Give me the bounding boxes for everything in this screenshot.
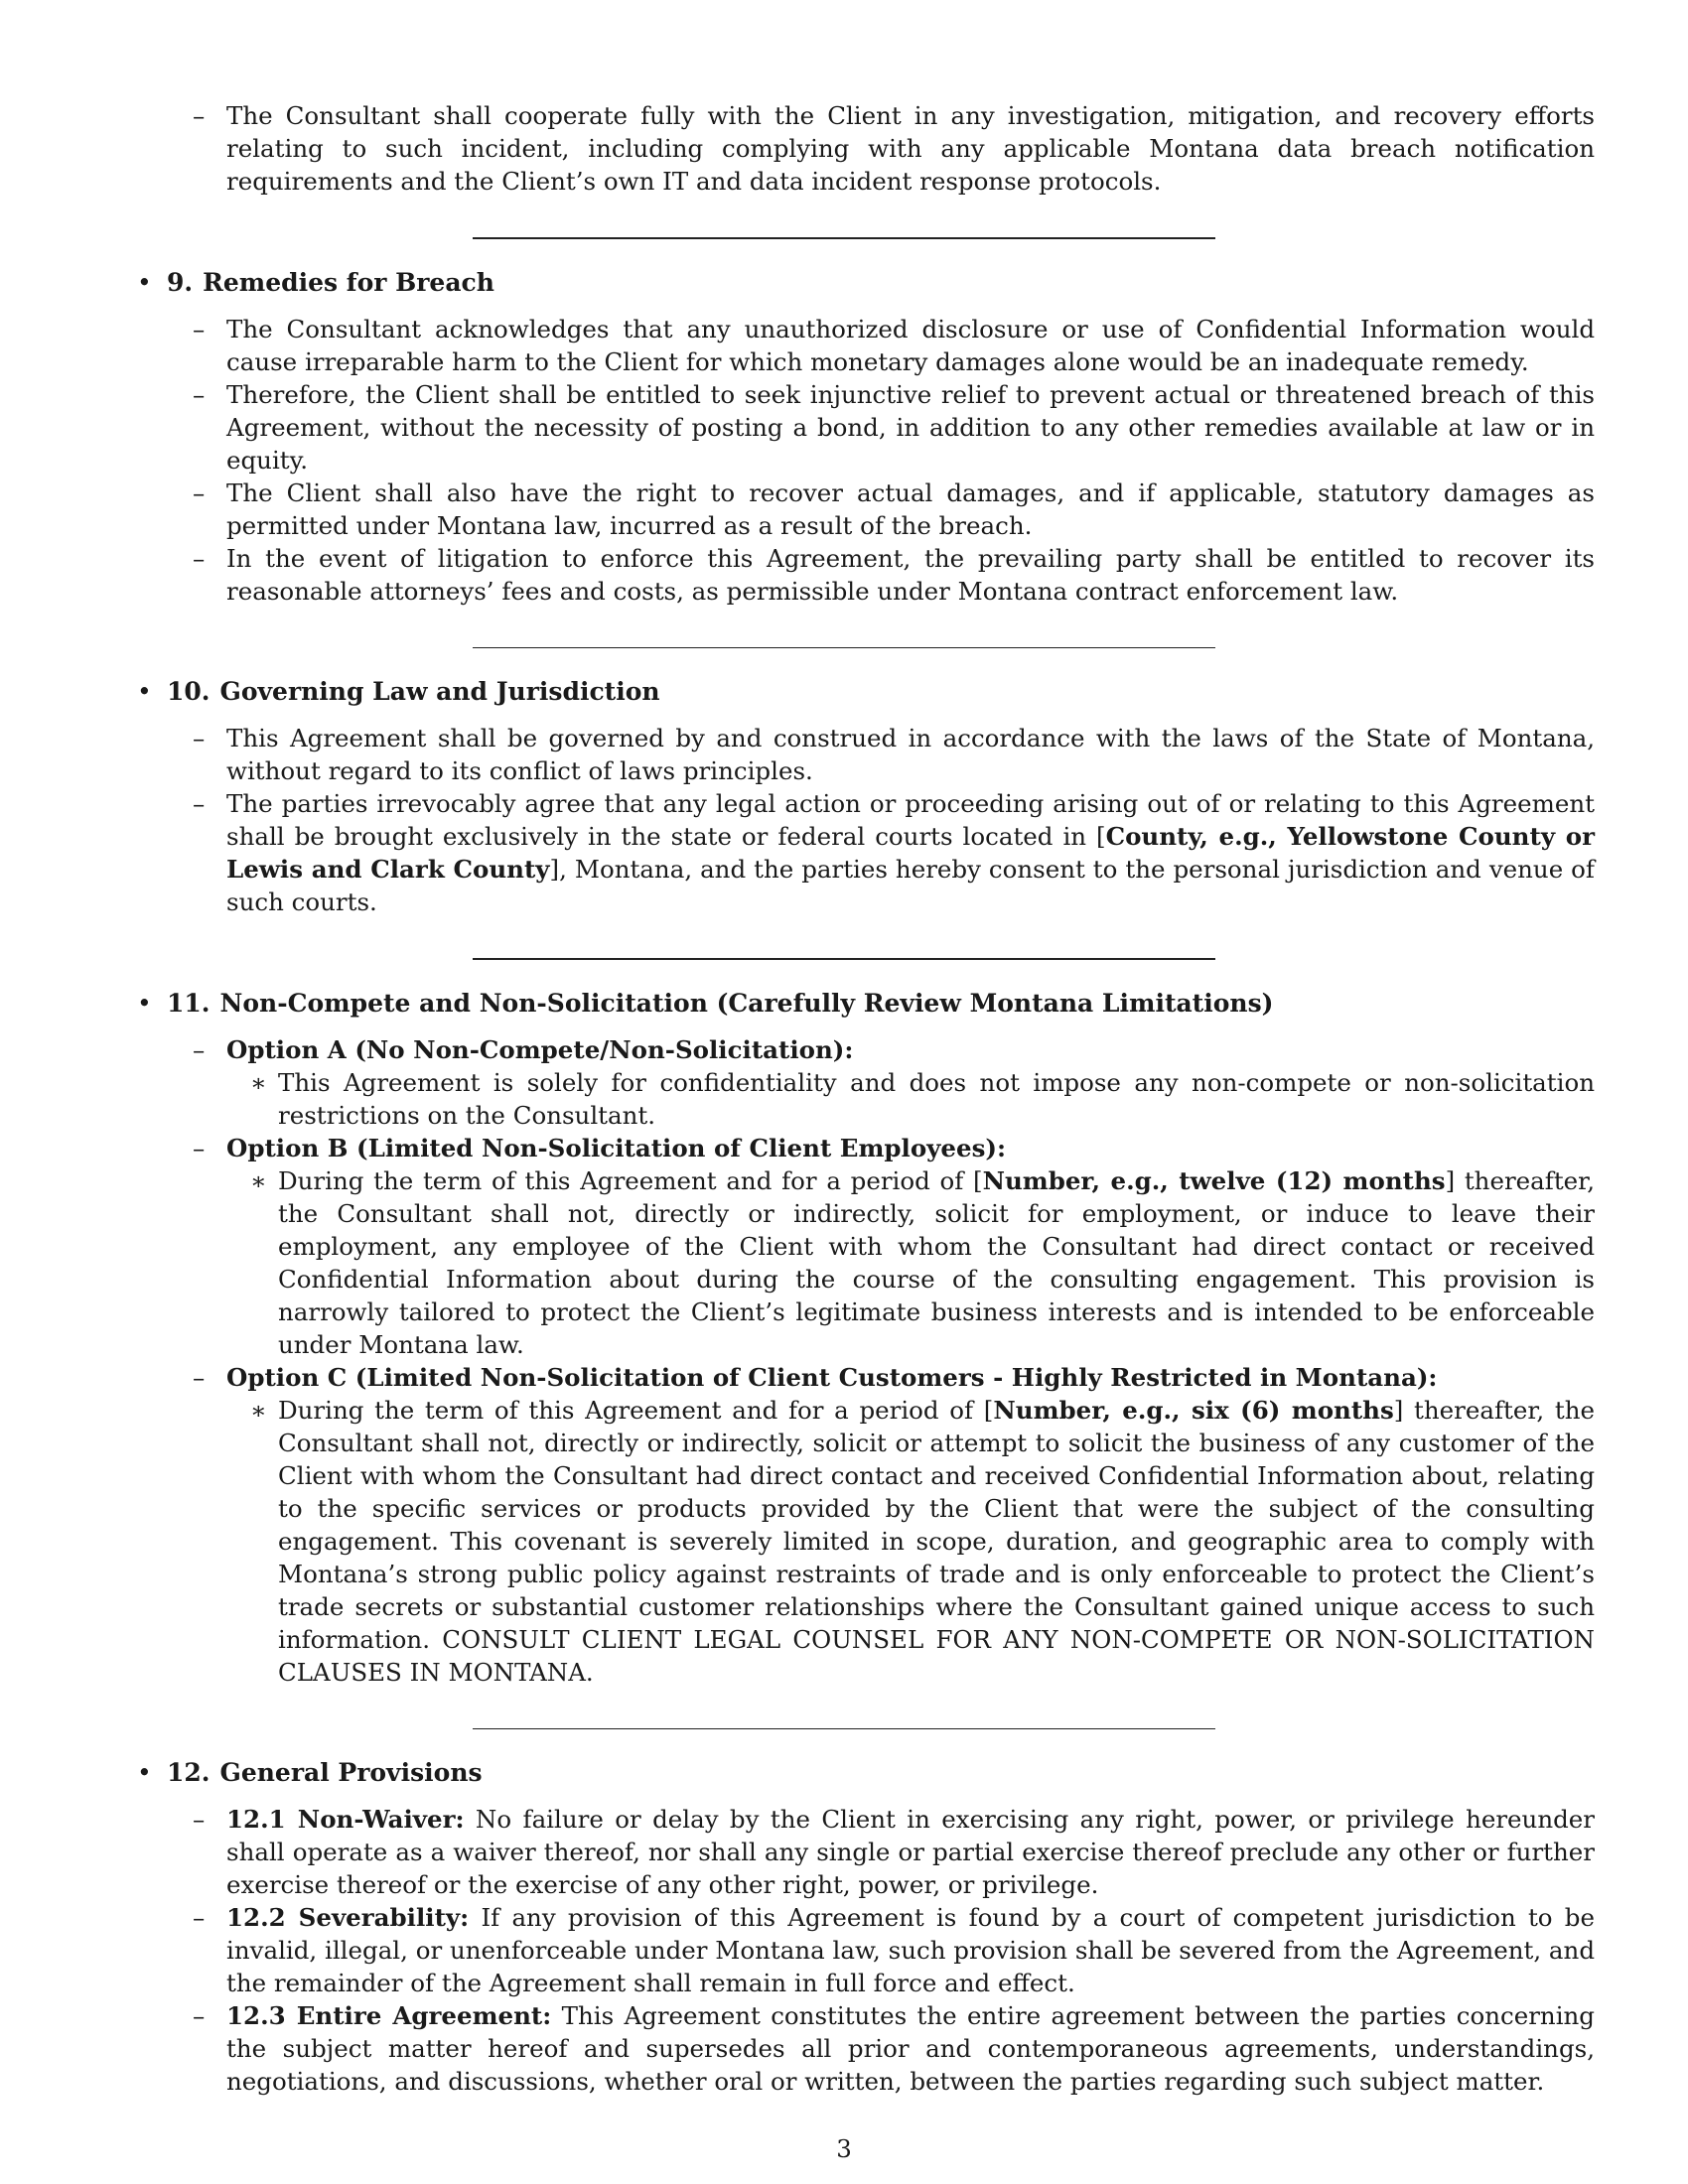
bullet-marker: • bbox=[137, 677, 152, 707]
continued-list-item: – The Consultant shall cooperate fully with the Client in any investigation, mitigation, and recovery efforts relating to such incident, including complying with any applicable Montana data breach notification requirements and the Client’s own IT and data incident response protocols. bbox=[193, 101, 1595, 196]
placeholder-county: County, e.g., Yellowstone County or Lewis and Clark County bbox=[226, 822, 1595, 885]
section-heading: • 12. General Provisions bbox=[167, 1755, 1595, 1791]
section-heading: • 11. Non-Compete and Non-Solicitation (Carefully Review Montana Limitations) bbox=[167, 986, 1595, 1022]
section-10 bbox=[133, 674, 1595, 918]
list-item: – In the event of litigation to enforce this Agreement, the prevailing party shall be entitled to recover its reasonable attorneys’ fees and costs, as permissible under Montana contract enforcement law. bbox=[193, 543, 1595, 606]
option-c: – Option C (Limited Non-Solicitation of Client Customers - Highly Restricted in Montana): ∗ During the term of this Agreement and for a period of [Number, e.g., six (6) months] thereafter, the Consultant shall not, directly or indirectly, solicit or attempt to solicit the business of any customer of the Client with whom the Consultant had direct contact and received Confidential Information about, relating to the specific services or products provided by the Client that were the subject of the consulting engagement. This covenant is severely limited in scope, duration, and geographic area to comply with Montana’s strong public policy against restraints of trade and is only enforceable to protect the Client’s trade secrets or substantial customer relationships where the Consultant gained unique access to such information. CONSULT CLIENT LEGAL COUNSEL FOR ANY NON-COMPETE OR NON-SOLICITATION CLAUSES IN MONTANA. bbox=[193, 1362, 1595, 1687]
list-item: – The Consultant acknowledges that any unauthorized disclosure or use of Confidential Information would cause irreparable harm to the Client for which monetary damages alone would be an inadequate remedy. bbox=[193, 314, 1595, 376]
placeholder-duration: Number, e.g., six (6) months bbox=[993, 1395, 1394, 1425]
bullet-marker: • bbox=[137, 267, 152, 297]
option-label: Option C (Limited Non-Solicitation of Client Customers - Highly Restricted in Montana): bbox=[226, 1362, 1438, 1392]
bullet-marker: • bbox=[137, 1758, 152, 1788]
option-text: ∗ During the term of this Agreement and for a period of [Number, e.g., twelve (12) months] thereafter, the Consultant shall not, directly or indirectly, solicit for employment, or induce to leave their employment, any employee of the Client with whom the Consultant had direct contact or received Confidential Information about during the course of the consulting engagement. This provision is narrowly tailored to protect the Client’s legitimate business interests and is intended to be enforceable under Montana law. bbox=[250, 1165, 1595, 1359]
section-heading: • 9. Remedies for Breach bbox=[167, 265, 1595, 301]
section-title: General Provisions bbox=[219, 1758, 483, 1788]
section-11 bbox=[133, 986, 1595, 1689]
horizontal-rule bbox=[473, 647, 1215, 649]
provision-non-waiver: – 12.1 Non-Waiver: No failure or delay by the Client in exercising any right, power, or privilege hereunder shall operate as a waiver thereof, nor shall any single or partial exercise thereof preclude any other or further exercise thereof or the exercise of any other right, power, or privilege. bbox=[193, 1805, 1596, 1900]
horizontal-rule bbox=[473, 958, 1215, 960]
section-9 bbox=[133, 265, 1595, 608]
provision-severability: – 12.2 Severability: If any provision of this Agreement is found by a court of competent jurisdiction to be invalid, illegal, or unenforceable under Montana law, such provision shall be severed from the Agreement, and the remainder of the Agreement shall remain in full force and effect. bbox=[193, 1903, 1595, 1998]
option-a: – Option A (No Non-Compete/Non-Solicitation): ∗ This Agreement is solely for confidentiality and does not impose any non-compete or non-solicitation restrictions on the Consultant. bbox=[193, 1034, 1595, 1130]
list-item: – The Client shall also have the right to recover actual damages, and if applicable, statutory damages as permitted under Montana law, incurred as a result of the breach. bbox=[193, 478, 1595, 540]
option-b: – Option B (Limited Non-Solicitation of Client Employees): ∗ During the term of this Agreement and for a period of [Number, e.g., twelve (12) months] thereafter, the Consultant shall not, directly or indirectly, solicit for employment, or induce to leave their employment, any employee of the Client with whom the Consultant had direct contact or received Confidential Information about during the course of the consulting engagement. This provision is narrowly tailored to protect the Client’s legitimate business interests and is intended to be enforceable under Montana law. bbox=[193, 1133, 1595, 1359]
section-heading: • 10. Governing Law and Jurisdiction bbox=[167, 674, 1595, 710]
section-title: Remedies for Breach bbox=[203, 267, 494, 297]
dash-marker: – bbox=[193, 101, 206, 130]
section-title: Governing Law and Jurisdiction bbox=[219, 677, 660, 707]
section-12 bbox=[133, 1755, 1595, 2098]
option-label: Option B (Limited Non-Solicitation of Client Employees): bbox=[226, 1133, 1007, 1162]
section-title: Non-Compete and Non-Solicitation (Carefully Review Montana Limitations) bbox=[219, 988, 1274, 1018]
document-body bbox=[133, 99, 1595, 2098]
placeholder-duration: Number, e.g., twelve (12) months bbox=[982, 1165, 1446, 1195]
option-text: ∗ During the term of this Agreement and for a period of [Number, e.g., six (6) months] thereafter, the Consultant shall not, directly or indirectly, solicit or attempt to solicit the business of any customer of the Client with whom the Consultant had direct contact and received Confidential Information about, relating to the specific services or products provided by the Client that were the subject of the consulting engagement. This covenant is severely limited in scope, duration, and geographic area to comply with Montana’s strong public policy against restraints of trade and is only enforceable to protect the Client’s trade secrets or substantial customer relationships where the Consultant gained unique access to such information. CONSULT CLIENT LEGAL COUNSEL FOR ANY NON-COMPETE OR NON-SOLICITATION CLAUSES IN MONTANA. bbox=[250, 1395, 1595, 1687]
horizontal-rule bbox=[473, 237, 1215, 239]
bullet-marker: • bbox=[137, 988, 152, 1018]
horizontal-rule bbox=[473, 1728, 1215, 1730]
list-item: – Therefore, the Client shall be entitled to seek injunctive relief to prevent actual or threatened breach of this Agreement, without the necessity of posting a bond, in addition to any other remedies available at law or in equity. bbox=[193, 379, 1595, 475]
option-text: ∗ This Agreement is solely for confidentiality and does not impose any non-compete or non-solicitation restrictions on the Consultant. bbox=[250, 1067, 1595, 1130]
provision-entire-agreement: – 12.3 Entire Agreement: This Agreement constitutes the entire agreement between the parties concerning the subject matter hereof and supersedes all prior and contemporaneous agreements, understandings, negotiations, and discussions, whether oral or written, between the parties regarding such subject matter. bbox=[193, 2001, 1595, 2097]
list-item: – This Agreement shall be governed by and construed in accordance with the laws of the State of Montana, without regard to its conflict of laws principles. bbox=[193, 724, 1595, 786]
page-number: 3 bbox=[836, 2134, 852, 2163]
option-label: Option A (No Non-Compete/Non-Solicitation): bbox=[226, 1034, 854, 1064]
list-item: – The parties irrevocably agree that any legal action or proceeding arising out of or relating to this Agreement shall be brought exclusively in the state or federal courts located in [County, e.g., Yellowstone County or Lewis and Clark County], Montana, and the parties hereby consent to the personal jurisdiction and venue of such courts. bbox=[193, 789, 1595, 917]
